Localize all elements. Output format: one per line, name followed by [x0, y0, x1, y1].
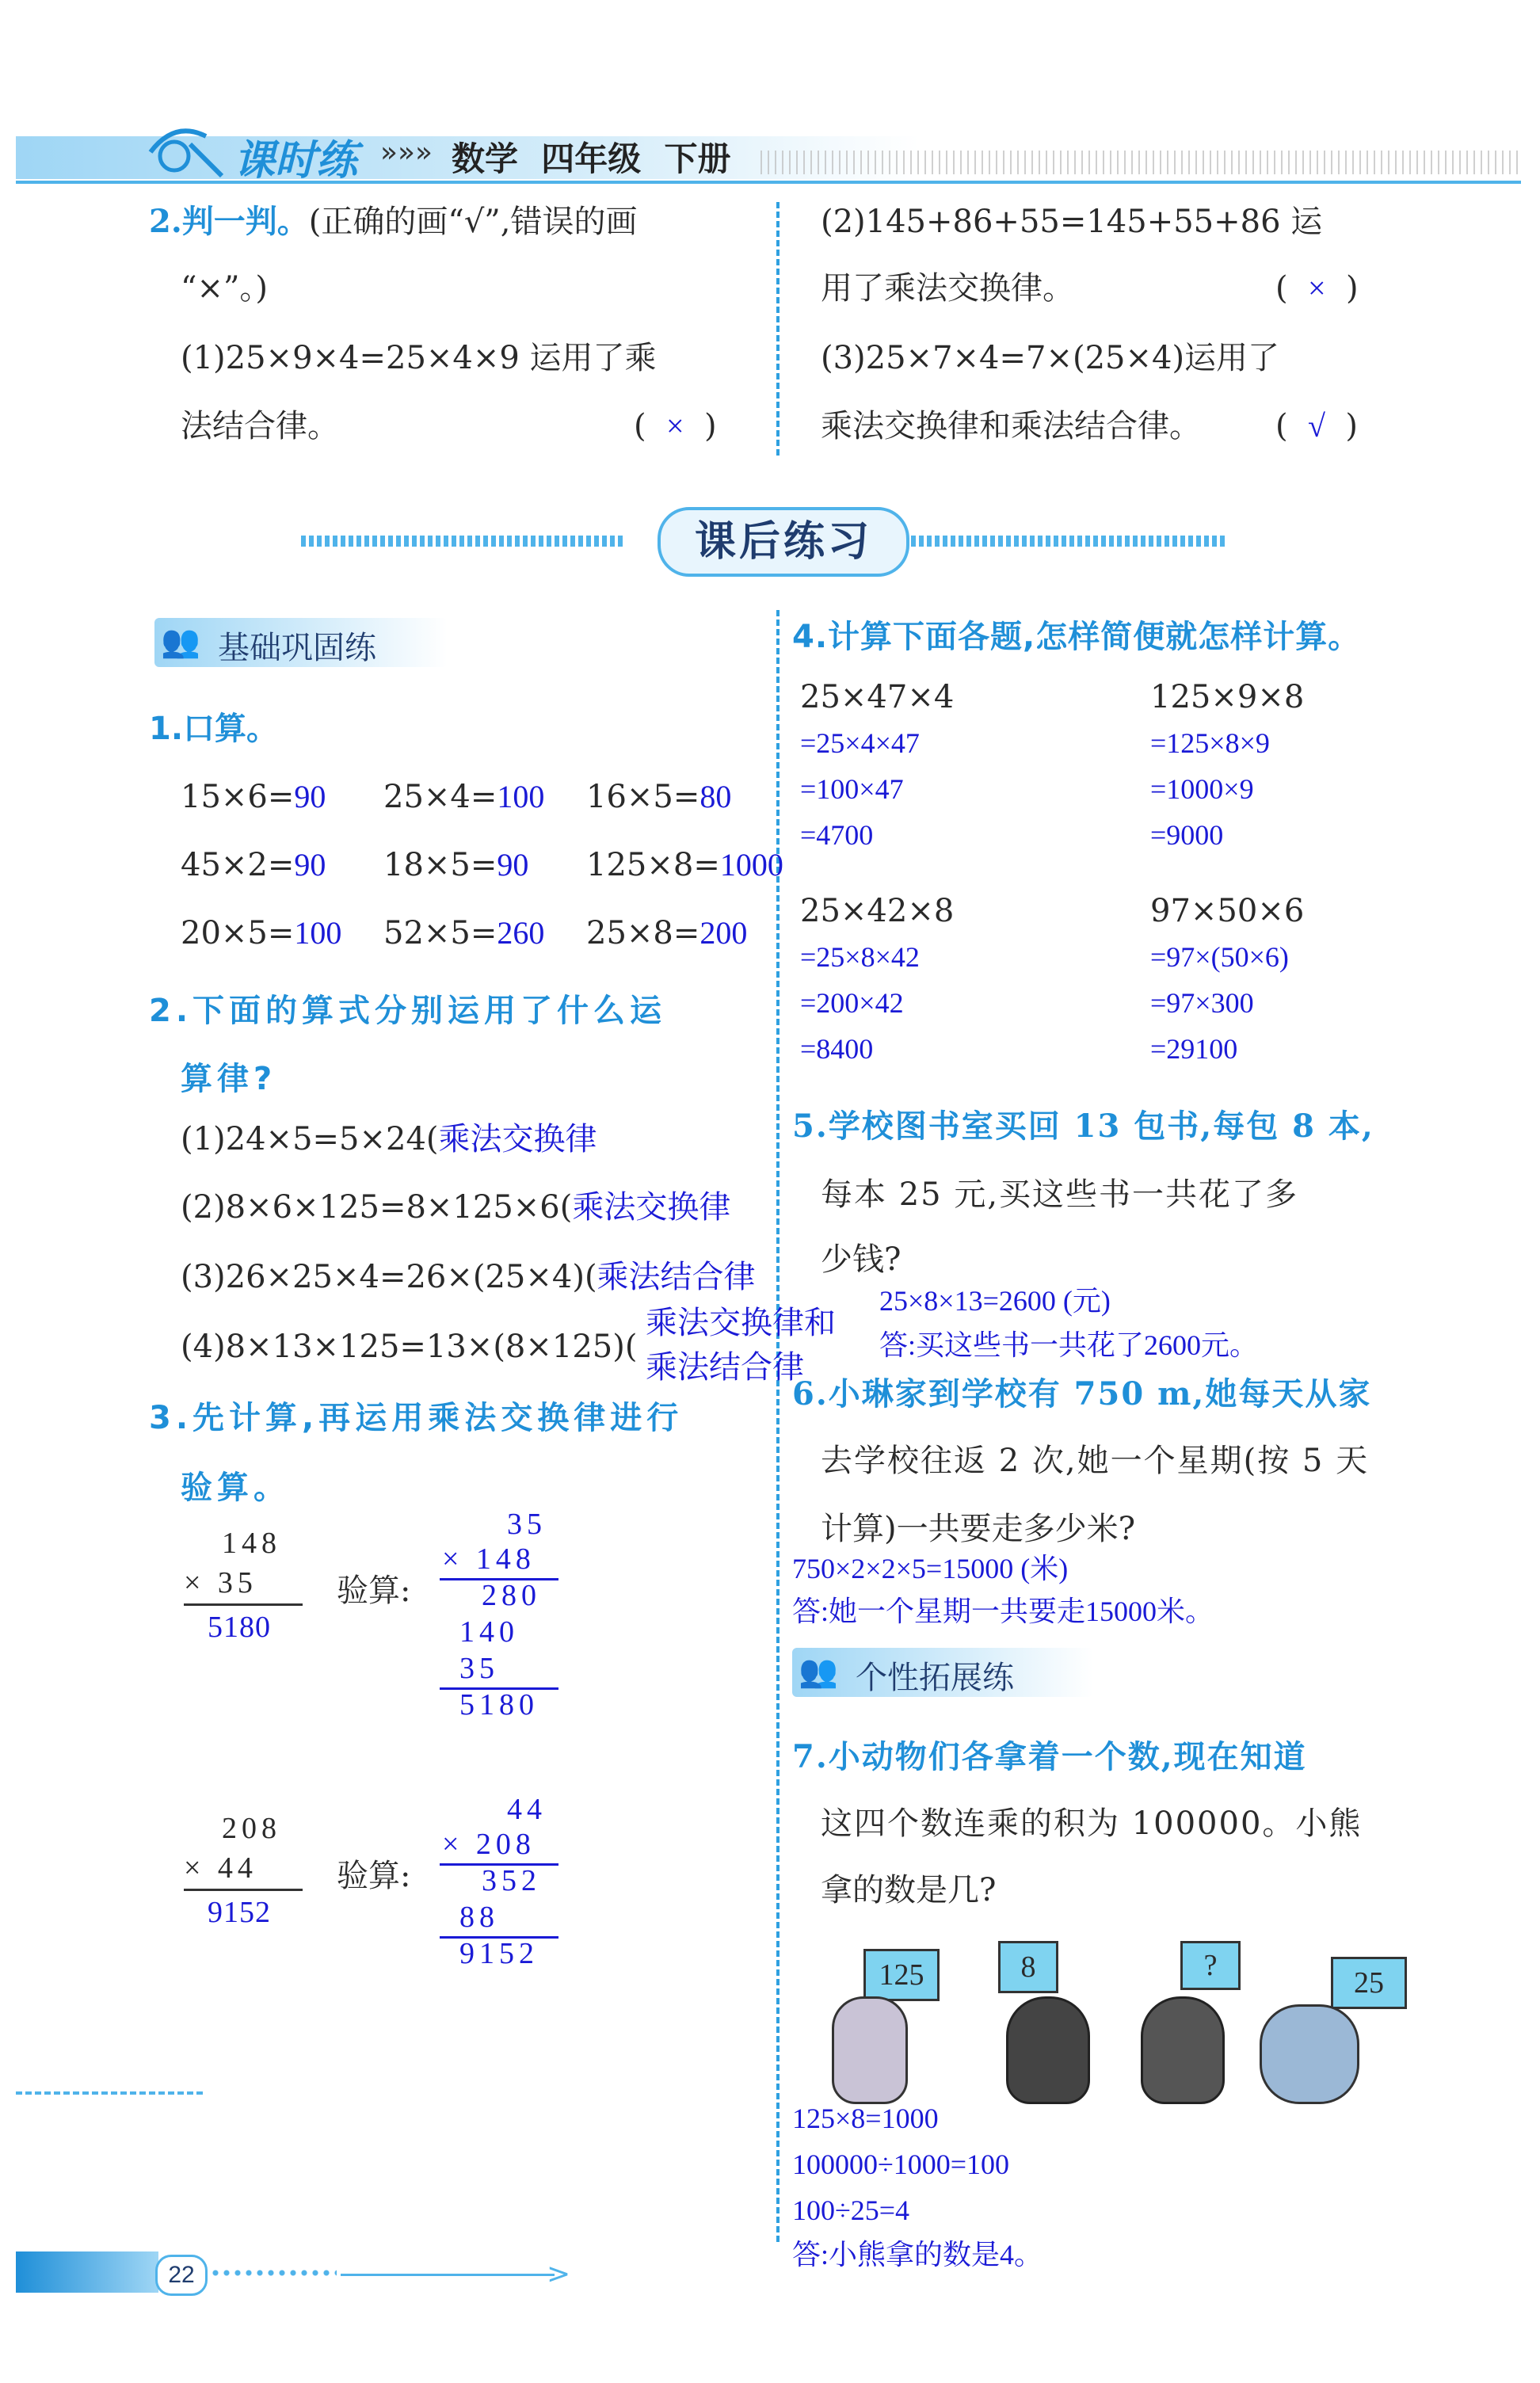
- q7-answer-4: 答:小熊拿的数是4。: [792, 2239, 1043, 2271]
- q5-answer-1: 25×8×13=2600 (元): [879, 1285, 1111, 1317]
- q1-title: 1.口算。: [149, 711, 279, 747]
- q1-item: [383, 914, 544, 952]
- header-subject: 数学 四年级 下册: [452, 139, 731, 178]
- q2b-title-1: 2.下面的算式分别运用了什么运: [149, 993, 667, 1029]
- q3-c2-v2: × 208: [442, 1828, 536, 1861]
- q2-item-3a: (3)25×7×4=7×(25×4)运用了: [821, 340, 1280, 376]
- q3-c2-v6: 9152: [459, 1937, 539, 1970]
- q5-answer-2: 答:买这些书一共花了2600元。: [879, 1329, 1259, 1361]
- q3-c2-v3: 352: [482, 1864, 541, 1897]
- animal-bear: [1133, 1941, 1260, 2107]
- sign-rabbit: 125: [863, 1949, 940, 2001]
- q4-step: =9000: [1150, 819, 1224, 851]
- q7-answer-3: 100÷25=4: [792, 2194, 910, 2226]
- people-icon: 👥: [799, 1653, 838, 1690]
- q1-item: [181, 914, 341, 952]
- bear-icon: [1141, 1996, 1225, 2104]
- q1-answer: 80: [699, 779, 732, 814]
- q4-step: =97×300: [1150, 987, 1254, 1019]
- animal-elephant: [1252, 1949, 1410, 2107]
- section-ext-header: [792, 1648, 1093, 1697]
- q1-expression: 20×5=: [181, 915, 295, 951]
- q3-c2-result: 9152: [208, 1896, 271, 1929]
- q2-item-3-answer: ( √ ): [1275, 408, 1359, 444]
- sign-elephant: 25: [1331, 1957, 1407, 2009]
- q2-instruction-2: “×”。): [181, 270, 269, 307]
- footer-dots: [210, 2269, 337, 2277]
- q3-c1-mul: × 35: [184, 1566, 257, 1599]
- section-ext-title: 个性拓展练: [856, 1660, 1014, 1696]
- q6-line-2: 去学校往返 2 次,她一个星期(按 5 天: [821, 1443, 1370, 1479]
- q2-item-2b: 用了乘法交换律。: [821, 270, 1074, 307]
- q4-step: =25×8×42: [800, 941, 920, 973]
- page-number: 22: [155, 2255, 208, 2296]
- q4-step: =125×8×9: [1150, 727, 1270, 759]
- q4-step: =4700: [800, 819, 874, 851]
- q1-answer: 90: [294, 779, 326, 814]
- q1-item: [586, 914, 747, 952]
- q1-answer: 100: [294, 915, 342, 951]
- q1-answer: 1000: [719, 847, 783, 883]
- q2-item-3b: 乘法交换律和乘法结合律。: [821, 408, 1201, 444]
- brand-logo-icon: [143, 120, 230, 184]
- rabbit-icon: [832, 1996, 908, 2104]
- q7-answer-2: 100000÷1000=100: [792, 2149, 1010, 2180]
- q1-expression: 15×6=: [181, 779, 295, 815]
- q2b-answer-4a: 乘法交换律和: [646, 1305, 836, 1340]
- q7-line-3: 拿的数是几?: [821, 1872, 997, 1908]
- q2-item-1b: 法结合律。: [181, 408, 339, 444]
- q6-line-1: 6.小琳家到学校有 750 m,她每天从家: [792, 1375, 1372, 1413]
- q1-item: [383, 846, 528, 884]
- q2-item-2-answer: ( × ): [1275, 270, 1359, 307]
- footer-arrow-line: [341, 2274, 555, 2276]
- q4-expression: 25×47×4: [800, 679, 955, 715]
- q4-title: 4.计算下面各题,怎样简便就怎样计算。: [792, 619, 1361, 655]
- q1-answer: 90: [294, 847, 326, 883]
- brand-name: 课时练: [234, 137, 358, 185]
- q4-step: =200×42: [800, 987, 904, 1019]
- header-arrows: »»»: [380, 136, 433, 169]
- q7-line-2: 这四个数连乘的积为 100000。小熊: [821, 1805, 1363, 1842]
- decorative-swoosh: [16, 2091, 206, 2095]
- q3-c1-v1: 35: [507, 1508, 547, 1541]
- q6-answer-2: 答:她一个星期一共要走15000米。: [792, 1596, 1214, 1627]
- q1-expression: 25×8=: [586, 915, 700, 951]
- q5-line-3: 少钱?: [821, 1241, 902, 1278]
- q3-c1-v5: 35: [459, 1652, 499, 1685]
- q4-expression: 125×9×8: [1150, 679, 1305, 715]
- header-hatch: [760, 151, 1521, 174]
- q3-c2-top: 208: [222, 1812, 281, 1845]
- q2-item-2a: (2)145+86+55=145+55+86 运: [821, 204, 1323, 240]
- q2b-line-1: (1)24×5=5×24(乘法交换律: [181, 1121, 597, 1157]
- q7-answer-1: 125×8=1000: [792, 2103, 939, 2134]
- q3-title-1: 3.先计算,再运用乘法交换律进行: [149, 1400, 684, 1436]
- q6-answer-1: 750×2×2×5=15000 (米): [792, 1553, 1069, 1584]
- q1-expression: 125×8=: [586, 847, 720, 883]
- q1-answer: 90: [497, 847, 529, 883]
- animal-rabbit: [816, 1949, 959, 2107]
- q4-step: =100×47: [800, 773, 904, 805]
- section-basic-header: [154, 618, 448, 667]
- q3-c2-mul: × 44: [184, 1851, 257, 1885]
- q1-item: [181, 778, 326, 816]
- q3-c1-rule: [184, 1603, 303, 1606]
- banner-line-left: [301, 536, 626, 547]
- q2-item-1-answer: ( × ): [634, 408, 717, 444]
- q3-c2-rule: [184, 1889, 303, 1891]
- q7-line-1: 7.小动物们各拿着一个数,现在知道: [792, 1738, 1307, 1775]
- q3-c1-v2: × 148: [442, 1542, 536, 1576]
- q3-c2-check-label: 验算:: [337, 1858, 411, 1894]
- q1-expression: 25×4=: [383, 779, 497, 815]
- monkey-icon: [1006, 1996, 1090, 2104]
- q4-step: =97×(50×6): [1150, 941, 1289, 973]
- q3-c2-v4: 88: [459, 1901, 499, 1934]
- q3-title-2: 验算。: [181, 1470, 290, 1506]
- q3-c1-v6: 5180: [459, 1688, 539, 1721]
- q1-answer: 260: [497, 915, 545, 951]
- footer-bar: [16, 2251, 158, 2293]
- q3-c1-check-label: 验算:: [337, 1573, 411, 1609]
- q1-answer: 200: [699, 915, 748, 951]
- q1-item: [586, 846, 783, 884]
- q4-step: =8400: [800, 1033, 874, 1065]
- q4-expression: 25×42×8: [800, 893, 955, 929]
- banner-line-right: [911, 536, 1228, 547]
- q4-step: =1000×9: [1150, 773, 1254, 805]
- q1-item: [383, 778, 544, 816]
- animal-monkey: [982, 1941, 1117, 2107]
- q3-c1-result: 5180: [208, 1611, 271, 1644]
- q5-line-1: 5.学校图书室买回 13 包书,每包 8 本,: [792, 1108, 1374, 1145]
- q1-expression: 18×5=: [383, 847, 497, 883]
- q2-item-1a: (1)25×9×4=25×4×9 运用了乘: [181, 340, 657, 376]
- sign-monkey: 8: [998, 1941, 1058, 1993]
- q2b-answer-4b: 乘法结合律: [646, 1349, 804, 1385]
- section-basic-title: 基础巩固练: [218, 630, 376, 666]
- q2b-line-4: (4)8×13×125=13×(8×125)(: [181, 1329, 638, 1365]
- q3-c1-v3: 280: [482, 1579, 541, 1612]
- q1-answer: 100: [497, 779, 545, 814]
- top-divider: [776, 202, 780, 456]
- arrow-right-icon: >: [547, 2258, 571, 2290]
- q2b-line-2: (2)8×6×125=8×125×6(乘法交换律: [181, 1189, 731, 1226]
- q4-step: =29100: [1150, 1033, 1238, 1065]
- q2-title: 2.判一判。(正确的画“√”,错误的画: [149, 203, 638, 240]
- q4-expression: 97×50×6: [1150, 893, 1305, 929]
- elephant-icon: [1260, 2004, 1359, 2104]
- q1-expression: 16×5=: [586, 779, 700, 815]
- q3-c1-v4: 140: [459, 1615, 519, 1649]
- q1-item: [181, 846, 326, 884]
- q2b-line-3: (3)26×25×4=26×(25×4)(乘法结合律: [181, 1259, 756, 1295]
- q1-expression: 52×5=: [383, 915, 497, 951]
- q3-c2-v1: 44: [507, 1793, 547, 1826]
- q1-expression: 45×2=: [181, 847, 295, 883]
- q4-step: =25×4×47: [800, 727, 920, 759]
- q3-c1-top: 148: [222, 1527, 281, 1560]
- q6-line-3: 计算)一共要走多少米?: [821, 1511, 1136, 1547]
- sign-bear: ?: [1180, 1941, 1241, 1990]
- q1-item: [586, 778, 731, 816]
- q2b-title-2: 算律?: [181, 1061, 277, 1097]
- banner-title: 课后练习: [658, 507, 909, 577]
- people-icon: 👥: [161, 623, 200, 660]
- q5-line-2: 每本 25 元,买这些书一共花了多: [821, 1176, 1299, 1213]
